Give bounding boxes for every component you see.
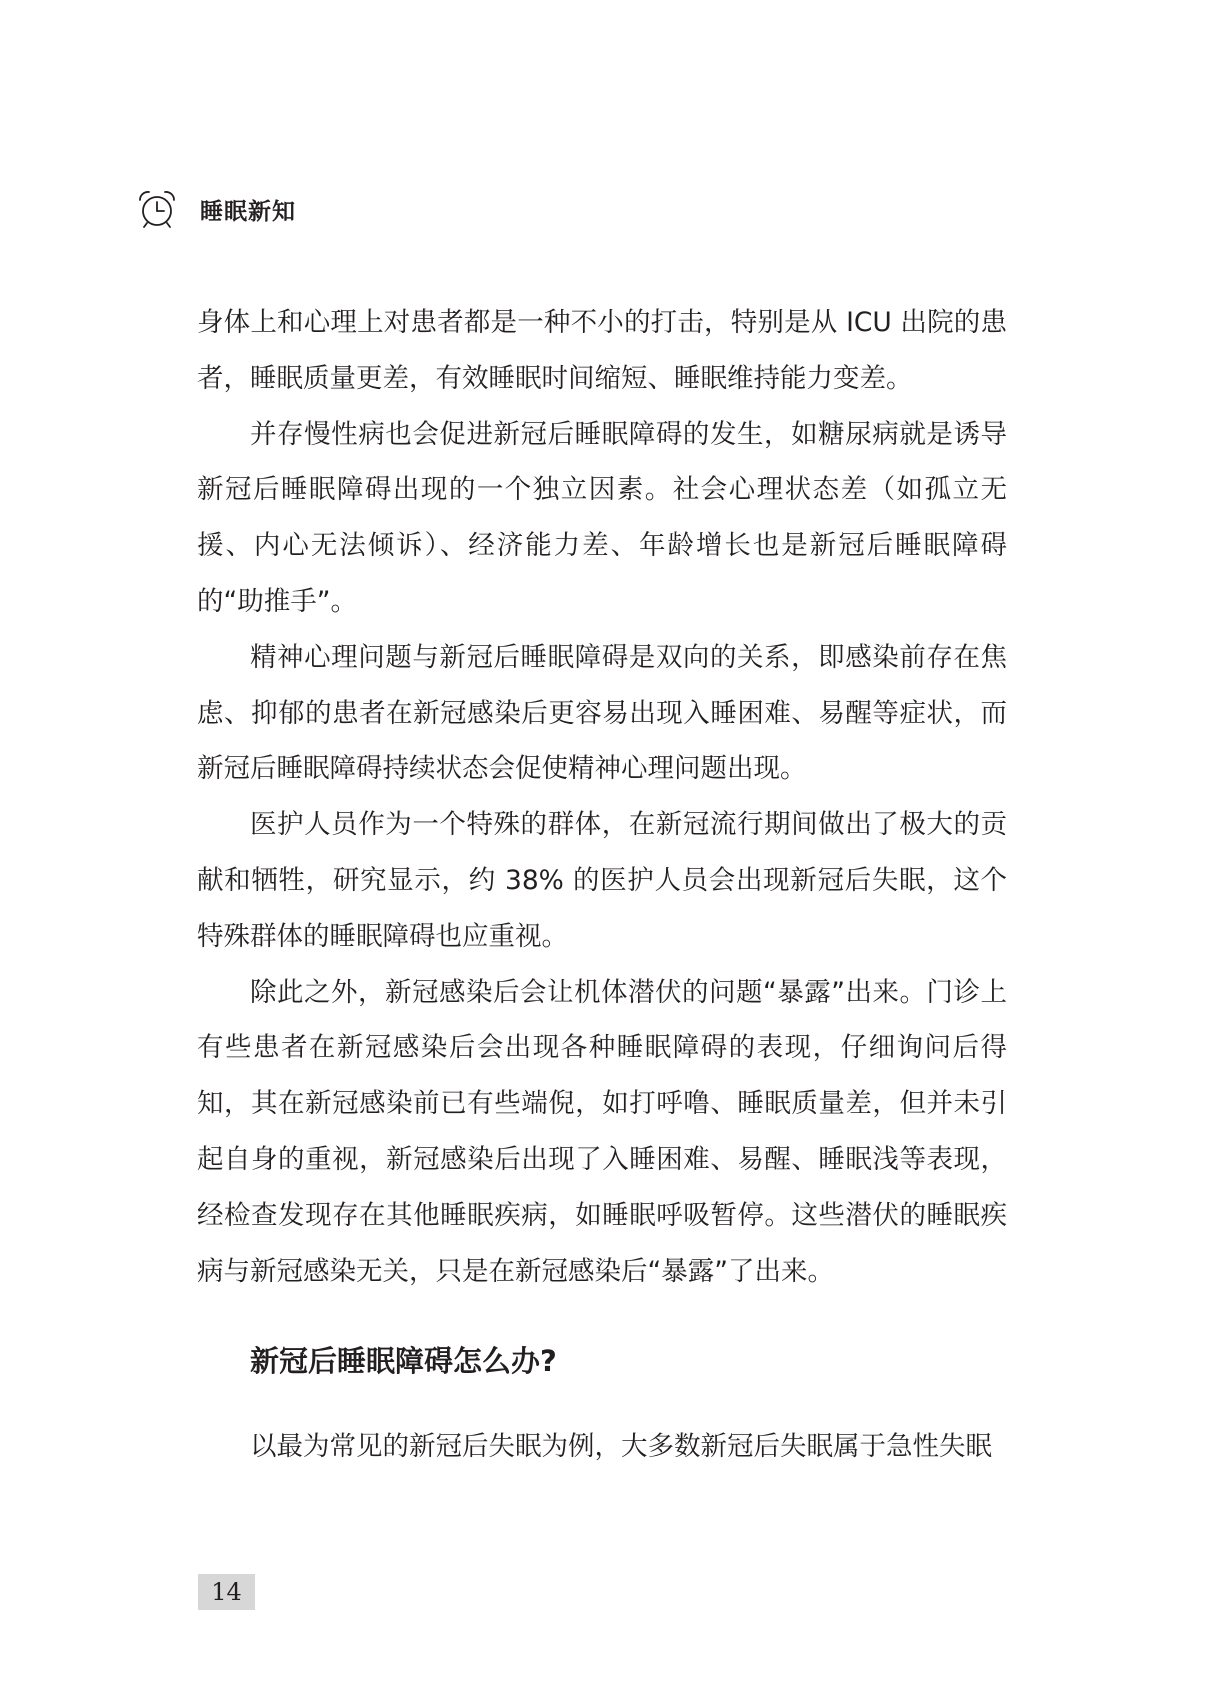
- page-number: 14: [198, 1574, 255, 1610]
- paragraph-section-intro: 以最为常见的新冠后失眠为例，大多数新冠后失眠属于急性失眠: [250, 1431, 992, 1463]
- running-header-title: 睡眠新知: [200, 198, 296, 225]
- paragraph-latent-problems: 除此之外，新冠感染后会让机体潜伏的问题“暴露”出来。门诊上有些患者在新冠感染后会出现各种睡眠障碍的表现，仔细询问后得知，其在新冠感染前已有些端倪，如打呼噜、睡眠质量差，但并未引起自身的重视，新冠感染后出现了入睡困难、易醒、睡眠浅等表现，经检查发现存在其他睡眠疾病，如睡眠呼吸暂停。这些潜伏的睡眠疾病与新冠感染无关，只是在新冠感染后“暴露”了出来。: [197, 976, 1007, 1287]
- paragraph-continued: 身体上和心理上对患者都是一种不小的打击，特别是从 ICU 出院的患者，睡眠质量更差，有效睡眠时间缩短、睡眠维持能力变差。: [197, 307, 1007, 394]
- alarm-clock-icon: [134, 186, 180, 232]
- section-heading: 新冠后睡眠障碍怎么办?: [250, 1344, 557, 1379]
- paragraph-psychological: 精神心理问题与新冠后睡眠障碍是双向的关系，即感染前存在焦虑、抑郁的患者在新冠感染后更容易出现入睡困难、易醒等症状，而新冠后睡眠障碍持续状态会促使精神心理问题出现。: [197, 641, 1007, 785]
- page-body: [197, 295, 1007, 1475]
- paragraph-chronic-disease: 并存慢性病也会促进新冠后睡眠障碍的发生，如糖尿病就是诱导新冠后睡眠障碍出现的一个独立因素。社会心理状态差（如孤立无援、内心无法倾诉）、经济能力差、年龄增长也是新冠后睡眠障碍的“助推手”。: [197, 418, 1007, 617]
- paragraph-medical-staff: 医护人员作为一个特殊的群体，在新冠流行期间做出了极大的贡献和牺牲，研究显示，约 38% 的医护人员会出现新冠后失眠，这个特殊群体的睡眠障碍也应重视。: [197, 809, 1007, 952]
- running-header: [134, 184, 296, 234]
